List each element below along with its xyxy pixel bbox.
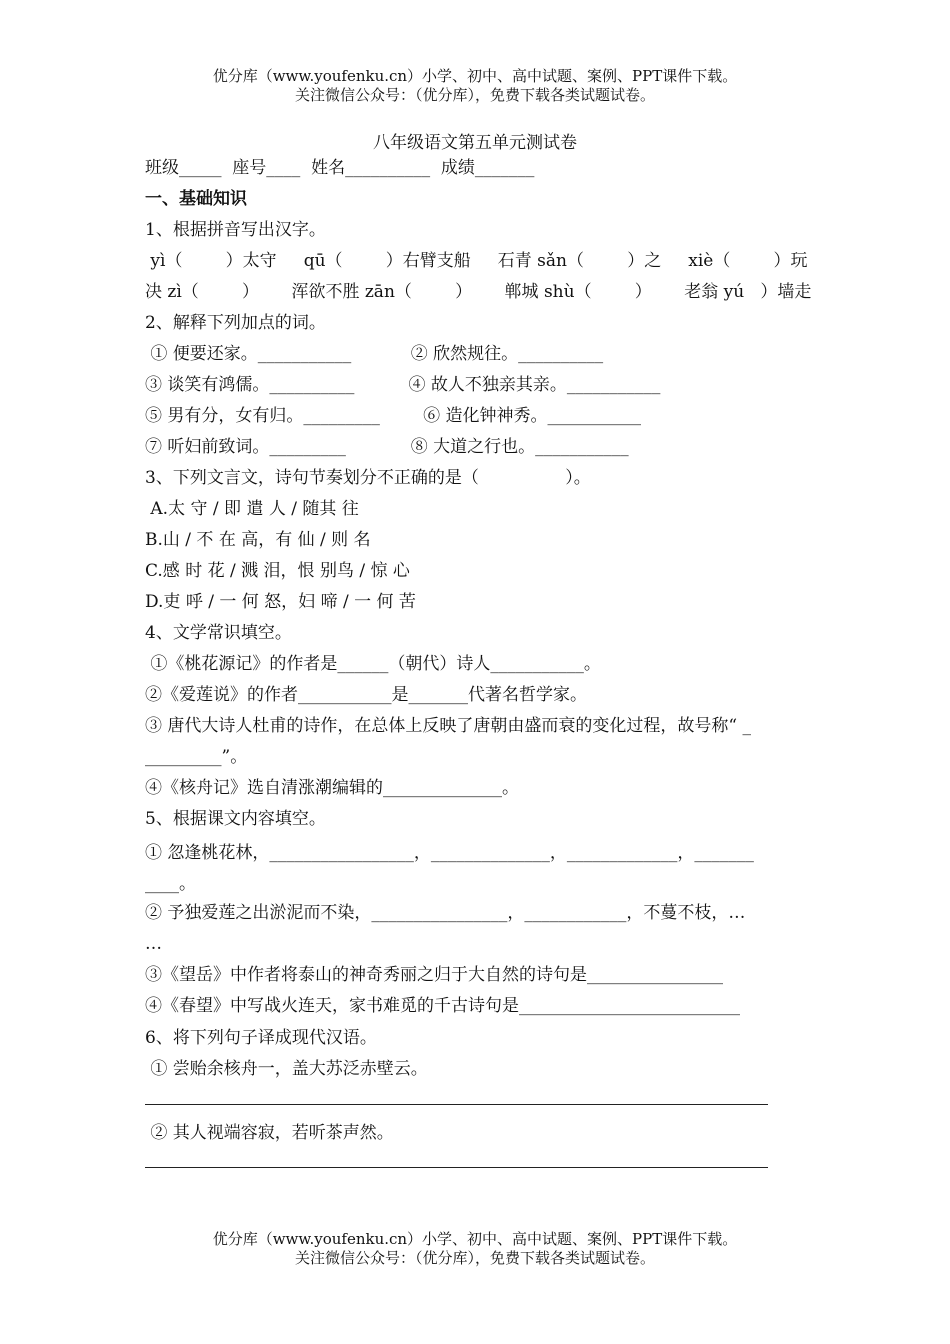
q6-item-1: ① 尝贻余核舟一，盖大苏泛赤壁云。 (145, 1059, 428, 1079)
q4-item-1: ①《桃花源记》的作者是______（朝代）诗人___________。 (145, 654, 601, 674)
q2-row-2: ③ 谈笑有鸿儒。__________ ④ 故人不独亲其亲。___________ (145, 375, 661, 395)
footer-line-1: 优分库（www.youfenku.cn）小学、初中、高中试题、案例、PPT课件下载。 (212, 1230, 738, 1248)
q4-stem: 4、文学常识填空。 (145, 623, 292, 643)
q5-item-3: ③《望岳》中作者将泰山的神奇秀丽之归于大自然的诗句是________________ (145, 965, 723, 985)
q3-option-b: B.山 / 不 在 高，有 仙 / 则 名 (145, 530, 371, 550)
q5-item-2: ② 予独爱莲之出淤泥而不染，________________，____________，不蔓不枝，… (145, 903, 746, 923)
q2-row-3: ⑤ 男有分，女有归。_________ ⑥ 造化钟神秀。___________ (145, 406, 642, 426)
q2-stem: 2、解释下列加点的词。 (145, 313, 326, 333)
q6-item-2: ② 其人视端容寂，若听茶声然。 (145, 1123, 394, 1143)
answer-line-2 (145, 1167, 768, 1168)
q2-row-4: ⑦ 听妇前致词。_________ ⑧ 大道之行也。___________ (145, 437, 629, 457)
q5-item-1: ① 忽逢桃花林，_________________，______________，_____________，_______ (145, 843, 754, 863)
q1-row-1: yì（ ）太守 qū（ ）右臂支船 石青 sǎn（ ）之 xiè（ ）玩 (145, 251, 808, 271)
q3-option-c: C.感 时 花 / 溅 泪，恨 别鸟 / 惊 心 (145, 561, 410, 581)
header-line-2: 关注微信公众号：（优分库），免费下载各类试题试卷。 (294, 86, 655, 104)
q4-item-2: ②《爱莲说》的作者___________是_______代著名哲学家。 (145, 685, 587, 705)
answer-line-1 (145, 1104, 768, 1105)
q2-row-1: ① 便要还家。___________ ② 欣然规往。__________ (145, 344, 604, 364)
q1-stem: 1、根据拼音写出汉字。 (145, 220, 326, 240)
q5-item-2-cont: … (145, 934, 162, 954)
q5-item-1-cont: ____。 (145, 874, 196, 894)
page-title: 八年级语文第五单元测试卷 (373, 133, 577, 153)
section-heading: 一、基础知识 (145, 189, 247, 209)
q3-option-a: A.太 守 / 即 遣 人 / 随其 往 (145, 499, 359, 519)
q4-item-3-cont: _________”。 (145, 747, 248, 767)
q1-row-2: 决 zì（ ） 浑欲不胜 zān（ ） 郸城 shù（ ） 老翁 yú ）墙走 (145, 282, 812, 302)
q5-item-4: ④《春望》中写战火连天，家书难觅的千古诗句是__________________________ (145, 996, 740, 1016)
q4-item-4: ④《核舟记》选自清涨潮编辑的______________。 (145, 778, 519, 798)
info-line: 班级_____ 座号____ 姓名__________ 成绩_______ (145, 158, 535, 178)
q3-stem: 3、下列文言文，诗句节奏划分不正确的是（ ）。 (145, 468, 591, 488)
footer-line-2: 关注微信公众号：（优分库），免费下载各类试题试卷。 (294, 1249, 655, 1267)
q6-stem: 6、将下列句子译成现代汉语。 (145, 1028, 377, 1048)
q3-option-d: D.吏 呼 / 一 何 怒，妇 啼 / 一 何 苦 (145, 592, 416, 612)
q5-stem: 5、根据课文内容填空。 (145, 809, 326, 829)
q4-item-3: ③ 唐代大诗人杜甫的诗作，在总体上反映了唐朝由盛而衰的变化过程，故号称“ _ (145, 716, 751, 736)
header-line-1: 优分库（www.youfenku.cn）小学、初中、高中试题、案例、PPT课件下载。 (212, 67, 738, 85)
